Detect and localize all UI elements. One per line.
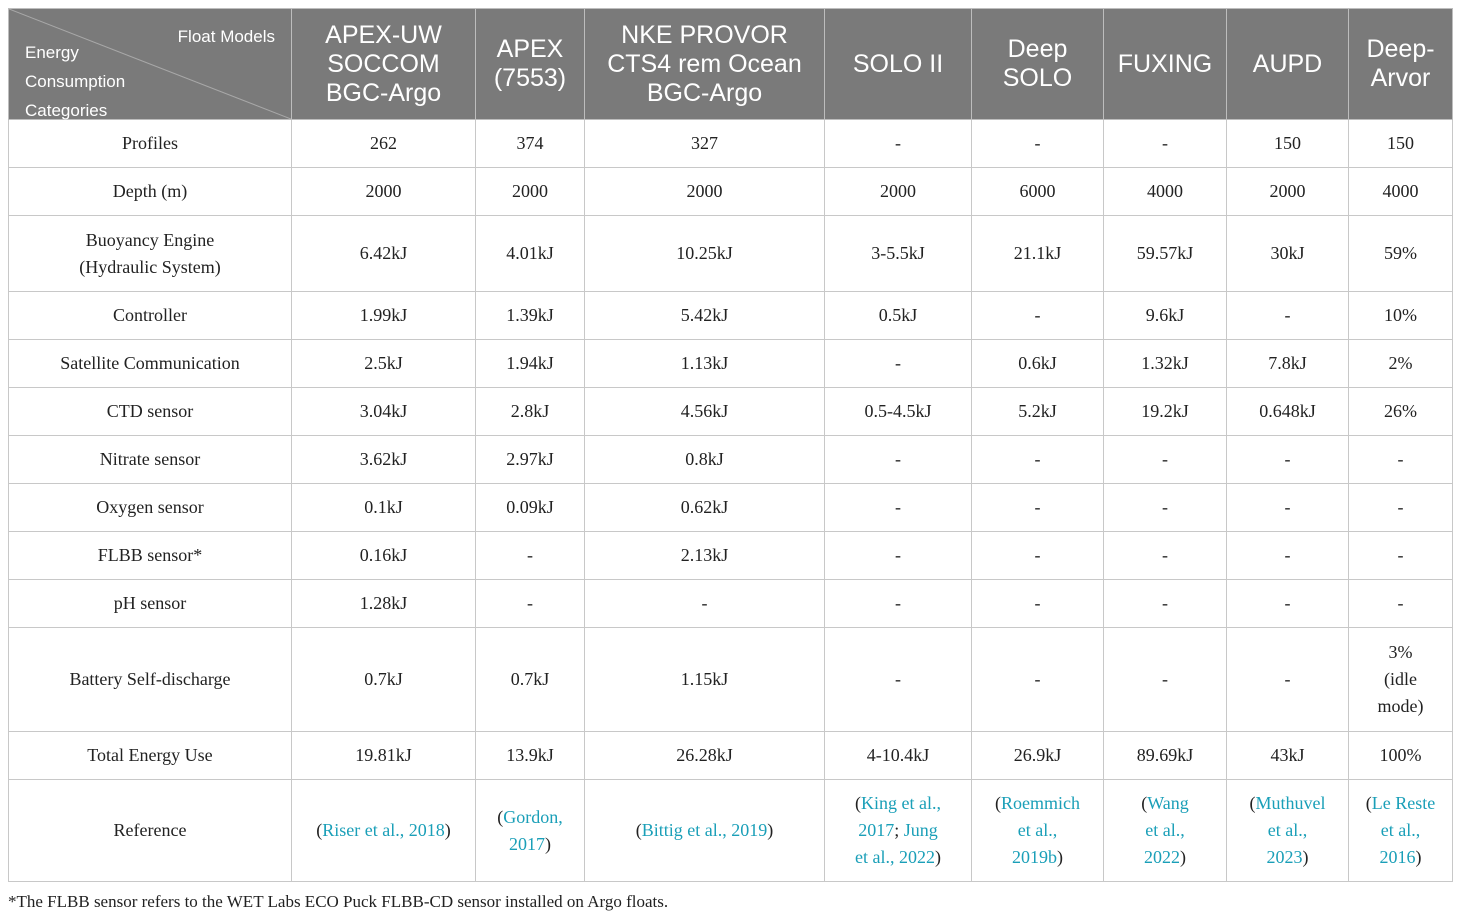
reference-punctuation: ( [635, 820, 642, 840]
table-cell: 26% [1349, 388, 1453, 436]
reference-punctuation: ) [1180, 847, 1186, 867]
row-label: Nitrate sensor [99, 449, 201, 469]
table-cell: - [1349, 532, 1453, 580]
table-cell: 150 [1227, 120, 1349, 168]
table-cell: 10.25kJ [585, 216, 825, 292]
row-label-cell [9, 532, 292, 580]
row-label: Oxygen sensor [96, 497, 204, 517]
reference-punctuation: ; [894, 820, 904, 840]
table-cell: 5.2kJ [972, 388, 1104, 436]
row-axis-label-line: Energy [25, 43, 79, 62]
table-cell: - [1227, 292, 1349, 340]
table-cell: - [825, 484, 972, 532]
reference-cell [292, 780, 476, 882]
table-cell: 2.13kJ [585, 532, 825, 580]
row-axis-label-line: Consumption [25, 72, 126, 91]
table-cell: 43kJ [1227, 732, 1349, 780]
row-axis-label-line: Categories [25, 101, 108, 120]
table-cell: 0.09kJ [476, 484, 585, 532]
table-row [9, 120, 1453, 168]
reference-punctuation: ( [1249, 793, 1256, 813]
reference-punctuation: ( [995, 793, 1001, 813]
reference-cell [585, 780, 825, 882]
column-header-nke-provor [585, 9, 825, 120]
column-header-apex-7553 [476, 9, 585, 120]
table-cell: 3-5.5kJ [825, 216, 972, 292]
row-label: Total Energy Use [87, 745, 213, 765]
table-cell: 1.94kJ [476, 340, 585, 388]
table-cell: - [972, 120, 1104, 168]
table-cell: 327 [585, 120, 825, 168]
table-row [9, 484, 1453, 532]
reference-punctuation: ) [1302, 847, 1309, 867]
table-cell: - [1227, 436, 1349, 484]
table-cell: - [972, 628, 1104, 732]
table-cell: - [825, 340, 972, 388]
row-label: Controller [113, 305, 187, 325]
table-row [9, 436, 1453, 484]
table-cell: 2000 [1227, 168, 1349, 216]
table-cell: - [1349, 484, 1453, 532]
table-cell: - [825, 580, 972, 628]
row-label-cell [9, 168, 292, 216]
table-cell: 59.57kJ [1104, 216, 1227, 292]
table-row [9, 532, 1453, 580]
table-cell: 1.13kJ [585, 340, 825, 388]
row-label-cell [9, 388, 292, 436]
table-cell: 1.99kJ [292, 292, 476, 340]
table-cell: - [1227, 580, 1349, 628]
reference-punctuation: ) [1057, 847, 1063, 867]
table-cell: - [1227, 532, 1349, 580]
reference-punctuation: ( [497, 806, 504, 827]
column-header-line: Arvor [1370, 64, 1431, 92]
reference-link[interactable]: Wang et al., 2022 [1144, 793, 1189, 867]
row-label-cell [9, 580, 292, 628]
reference-punctuation: ( [1141, 793, 1148, 813]
table-cell: 150 [1349, 120, 1453, 168]
row-label-cell [9, 628, 292, 732]
row-axis-label [25, 38, 125, 125]
table-cell: 9.6kJ [1104, 292, 1227, 340]
table-cell: - [972, 484, 1104, 532]
table-cell: 0.7kJ [476, 628, 585, 732]
table-cell: - [1104, 120, 1227, 168]
column-header-line: APEX-UW [325, 20, 442, 49]
reference-cell [1227, 780, 1349, 882]
table-cell: 0.1kJ [292, 484, 476, 532]
table-cell: 2.97kJ [476, 436, 585, 484]
table-cell: 6.42kJ [292, 216, 476, 292]
table-cell: 5.42kJ [585, 292, 825, 340]
table-cell: 374 [476, 120, 585, 168]
row-label: (Hydraulic System) [79, 256, 221, 277]
table-row [9, 388, 1453, 436]
reference-punctuation: ) [545, 833, 551, 854]
column-header-line: NKE PROVOR [621, 20, 788, 49]
column-header-line: SOCCOM [327, 49, 440, 78]
table-cell: 1.15kJ [585, 628, 825, 732]
table-cell: - [1104, 436, 1227, 484]
row-label: FLBB sensor* [97, 545, 203, 565]
table-cell: - [972, 532, 1104, 580]
table-cell: 262 [292, 120, 476, 168]
table-cell: 2000 [476, 168, 585, 216]
table-cell: 4.01kJ [476, 216, 585, 292]
row-label-cell [9, 216, 292, 292]
column-axis-label: Float Models [177, 27, 275, 46]
reference-link[interactable]: Bittig et al., 2019 [641, 820, 768, 840]
column-header-aupd [1227, 9, 1349, 120]
table-row [9, 292, 1453, 340]
row-label: pH sensor [113, 593, 187, 613]
column-header-line: BGC-Argo [646, 78, 763, 107]
reference-punctuation: ) [934, 847, 941, 867]
table-cell: 26.28kJ [585, 732, 825, 780]
table-row [9, 628, 1453, 732]
row-label: Profiles [122, 133, 178, 153]
table-cell: - [1104, 484, 1227, 532]
table-row [9, 168, 1453, 216]
row-label: Battery Self-discharge [69, 669, 231, 689]
table-cell: - [1227, 484, 1349, 532]
table-cell: 6000 [972, 168, 1104, 216]
table-cell: 3% (idle mode) [1349, 628, 1453, 732]
table-cell: 1.28kJ [292, 580, 476, 628]
footnote: *The FLBB sensor refers to the WET Labs ECO Puck FLBB-CD sensor installed on Argo floats. [8, 892, 669, 911]
table-cell: 2% [1349, 340, 1453, 388]
row-label-cell [9, 292, 292, 340]
reference-punctuation: ) [767, 820, 774, 840]
header-corner-cell [9, 9, 292, 120]
table-row [9, 340, 1453, 388]
column-header-line: Deep- [1366, 35, 1435, 63]
table-cell: 2.5kJ [292, 340, 476, 388]
row-label-cell [9, 436, 292, 484]
column-header-line: APEX [496, 35, 564, 63]
table-cell: 2000 [585, 168, 825, 216]
table-cell: 59% [1349, 216, 1453, 292]
column-header-fuxing [1104, 9, 1227, 120]
reference-link[interactable]: Muthuvel et al., 2023 [1255, 793, 1326, 867]
column-header-line: BGC-Argo [325, 78, 442, 107]
table-cell: - [1349, 580, 1453, 628]
reference-cell [1104, 780, 1227, 882]
table-cell: 2000 [292, 168, 476, 216]
table-cell: 0.16kJ [292, 532, 476, 580]
reference-row [9, 780, 1453, 882]
table-cell: 13.9kJ [476, 732, 585, 780]
table-cell: - [476, 532, 585, 580]
table-cell: - [585, 580, 825, 628]
reference-link[interactable]: Riser et al., 2018 [322, 820, 445, 840]
table-cell: 0.62kJ [585, 484, 825, 532]
table-row [9, 732, 1453, 780]
table-cell: - [1104, 532, 1227, 580]
table-cell: 0.5kJ [825, 292, 972, 340]
table-cell: 26.9kJ [972, 732, 1104, 780]
table-cell: - [825, 120, 972, 168]
table-cell: 4.56kJ [585, 388, 825, 436]
row-label-cell [9, 340, 292, 388]
table-cell: 3.04kJ [292, 388, 476, 436]
reference-link[interactable]: King et al., 2017 [858, 793, 941, 840]
table-cell: 0.648kJ [1227, 388, 1349, 436]
column-header-deep-arvor [1349, 9, 1453, 120]
reference-cell [972, 780, 1104, 882]
row-label-cell [9, 120, 292, 168]
reference-link[interactable]: Jung et al., 2022 [855, 820, 938, 867]
table-cell: 1.39kJ [476, 292, 585, 340]
column-header-line: Deep [1007, 35, 1068, 63]
table-cell: 21.1kJ [972, 216, 1104, 292]
row-label: Depth (m) [112, 181, 188, 201]
reference-link[interactable]: Gordon, 2017 [503, 806, 563, 854]
row-label-cell [9, 732, 292, 780]
row-label-cell: Reference [9, 780, 292, 882]
table-cell: 10% [1349, 292, 1453, 340]
table-cell: 4-10.4kJ [825, 732, 972, 780]
reference-link[interactable]: Le Reste et al., 2016 [1371, 793, 1436, 867]
column-header-line: AUPD [1252, 49, 1323, 78]
table-cell: 0.7kJ [292, 628, 476, 732]
column-header-apex-uw-soccom [292, 9, 476, 120]
reference-punctuation: ( [855, 793, 861, 813]
row-label-cell [9, 484, 292, 532]
table-cell: 19.2kJ [1104, 388, 1227, 436]
reference-punctuation: ) [444, 820, 451, 840]
table-cell: 4000 [1349, 168, 1453, 216]
table-cell: - [972, 436, 1104, 484]
table-cell: 0.5-4.5kJ [825, 388, 972, 436]
reference-punctuation: ( [316, 820, 323, 840]
column-header-line: SOLO [1002, 64, 1073, 92]
table-cell: - [972, 580, 1104, 628]
table-row [9, 216, 1453, 292]
reference-link[interactable]: Roemmich et al., 2019b [1001, 793, 1080, 867]
table-cell: - [825, 532, 972, 580]
column-header-line: SOLO II [852, 49, 944, 78]
column-header-line: (7553) [493, 64, 567, 92]
table-cell: 7.8kJ [1227, 340, 1349, 388]
table-cell: 3.62kJ [292, 436, 476, 484]
table-body [9, 120, 1453, 882]
table-cell: 100% [1349, 732, 1453, 780]
table-row [9, 580, 1453, 628]
row-label: Buoyancy Engine [85, 229, 215, 250]
table-cell: - [1227, 628, 1349, 732]
table-cell: - [1349, 436, 1453, 484]
row-label: Satellite Communication [60, 353, 240, 373]
reference-punctuation: ) [1415, 847, 1422, 867]
header-row [9, 9, 1453, 120]
energy-consumption-table [8, 8, 1453, 882]
column-header-deep-solo [972, 9, 1104, 120]
table-cell: 2000 [825, 168, 972, 216]
reference-punctuation: ( [1365, 793, 1372, 813]
table-cell: - [1104, 628, 1227, 732]
table-cell: 0.6kJ [972, 340, 1104, 388]
table-cell: 89.69kJ [1104, 732, 1227, 780]
column-header-line: FUXING [1117, 49, 1213, 78]
table-cell: 4000 [1104, 168, 1227, 216]
table-cell: 2.8kJ [476, 388, 585, 436]
table-cell: - [972, 292, 1104, 340]
column-header-line: CTS4 rem Ocean [607, 49, 802, 78]
reference-cell [476, 780, 585, 882]
reference-cell [1349, 780, 1453, 882]
column-header-solo-ii [825, 9, 972, 120]
table-cell: 19.81kJ [292, 732, 476, 780]
reference-cell [825, 780, 972, 882]
table-cell: - [825, 436, 972, 484]
row-label: CTD sensor [106, 401, 194, 421]
table-cell: 0.8kJ [585, 436, 825, 484]
table-cell: - [476, 580, 585, 628]
table-cell: - [1104, 580, 1227, 628]
table-cell: - [825, 628, 972, 732]
table-cell: 30kJ [1227, 216, 1349, 292]
table-cell: 1.32kJ [1104, 340, 1227, 388]
